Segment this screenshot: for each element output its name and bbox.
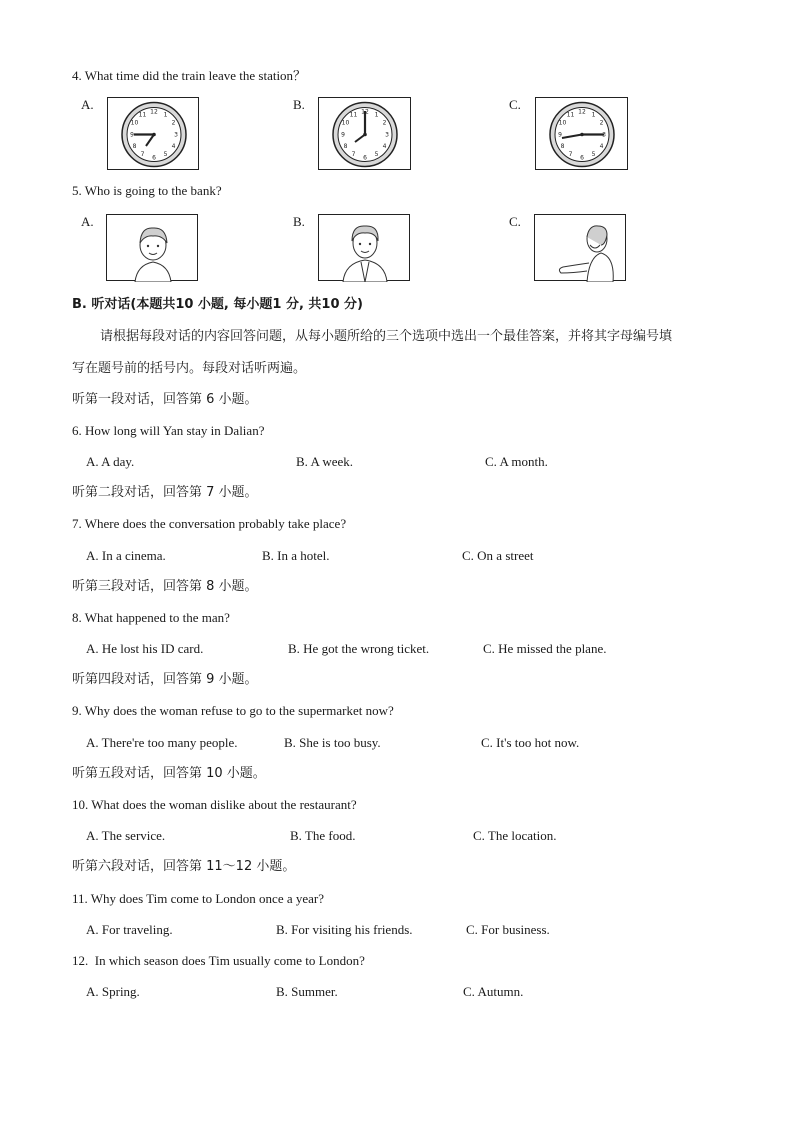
q7-option-b[interactable]: B. In a hotel. (262, 548, 330, 563)
q5-option-c-picture[interactable] (534, 214, 626, 281)
group-4-intro: 听第四段对话，回答第 9 小题。 (72, 672, 258, 687)
group-6-intro: 听第六段对话，回答第 11～12 小题。 (72, 859, 296, 874)
clock-icon (108, 98, 200, 171)
q7-option-a[interactable]: A. In a cinema. (86, 548, 166, 563)
group-3-intro: 听第三段对话，回答第 8 小题。 (72, 579, 258, 594)
group-5-intro: 听第五段对话，回答第 10 小题。 (72, 766, 266, 781)
question-6-text: 6. How long will Yan stay in Dalian? (72, 423, 265, 438)
group-2-intro: 听第二段对话，回答第 7 小题。 (72, 485, 258, 500)
q4-option-a-clock[interactable] (107, 97, 199, 170)
q10-option-a[interactable]: A. The service. (86, 828, 166, 843)
q5-option-b-picture[interactable] (318, 214, 410, 281)
boy-portrait-icon (107, 215, 199, 282)
question-8-text: 8. What happened to the man? (72, 610, 230, 625)
question-4-text: 4. What time did the train leave the station？ (72, 68, 307, 83)
q10-option-b[interactable]: B. The food. (290, 828, 356, 843)
q12-option-c[interactable]: C. Autumn. (463, 984, 524, 999)
q12-option-a[interactable]: A. Spring. (86, 984, 140, 999)
q10-option-c[interactable]: C. The location. (473, 828, 557, 843)
question-10-text: 10. What does the woman dislike about the restaurant? (72, 797, 357, 812)
q9-option-a[interactable]: A. There're too many people. (86, 735, 238, 750)
question-9-text: 9. Why does the woman refuse to go to the supermarket now? (72, 703, 394, 718)
q4-option-a-letter: A. (81, 97, 94, 112)
clock-icon (536, 98, 629, 171)
q6-option-a[interactable]: A. A day. (86, 454, 135, 469)
q4-option-b-letter: B. (293, 97, 305, 112)
q11-option-a[interactable]: A. For traveling. (86, 922, 173, 937)
q4-option-c-letter: C. (509, 97, 521, 112)
clock-icon (319, 98, 412, 171)
q12-option-b[interactable]: B. Summer. (276, 984, 338, 999)
q9-option-b[interactable]: B. She is too busy. (284, 735, 381, 750)
q11-option-b[interactable]: B. For visiting his friends. (276, 922, 413, 937)
q4-option-c-clock[interactable] (535, 97, 628, 170)
section-b-instructions-line-1: 请根据每段对话的内容回答问题，从每小题所给的三个选项中选出一个最佳答案，并将其字母编号填 (100, 329, 673, 344)
q9-option-c[interactable]: C. It's too hot now. (481, 735, 580, 750)
q11-option-c[interactable]: C. For business. (466, 922, 550, 937)
question-7-text: 7. Where does the conversation probably take place? (72, 516, 347, 531)
q6-option-c[interactable]: C. A month. (485, 454, 548, 469)
q5-option-a-letter: A. (81, 214, 94, 229)
q8-option-c[interactable]: C. He missed the plane. (483, 641, 607, 656)
q8-option-a[interactable]: A. He lost his ID card. (86, 641, 204, 656)
q5-option-b-letter: B. (293, 214, 305, 229)
section-b-instructions-line-2: 写在题号前的括号内。每段对话听两遍。 (72, 361, 307, 376)
old-man-portrait-icon (535, 215, 627, 282)
q7-option-c[interactable]: C. On a street (462, 548, 534, 563)
group-1-intro: 听第一段对话，回答第 6 小题。 (72, 392, 258, 407)
q5-option-a-picture[interactable] (106, 214, 198, 281)
man-portrait-icon (319, 215, 411, 282)
q8-option-b[interactable]: B. He got the wrong ticket. (288, 641, 430, 656)
question-5-text: 5. Who is going to the bank? (72, 183, 222, 198)
q4-option-b-clock[interactable] (318, 97, 411, 170)
question-12-text: 12. In which season does Tim usually come to London? (72, 953, 365, 968)
q5-option-c-letter: C. (509, 214, 521, 229)
q6-option-b[interactable]: B. A week. (296, 454, 354, 469)
question-11-text: 11. Why does Tim come to London once a year? (72, 891, 325, 906)
section-b-heading: B. 听对话(本题共10 小题, 每小题1 分, 共10 分) (72, 297, 363, 312)
